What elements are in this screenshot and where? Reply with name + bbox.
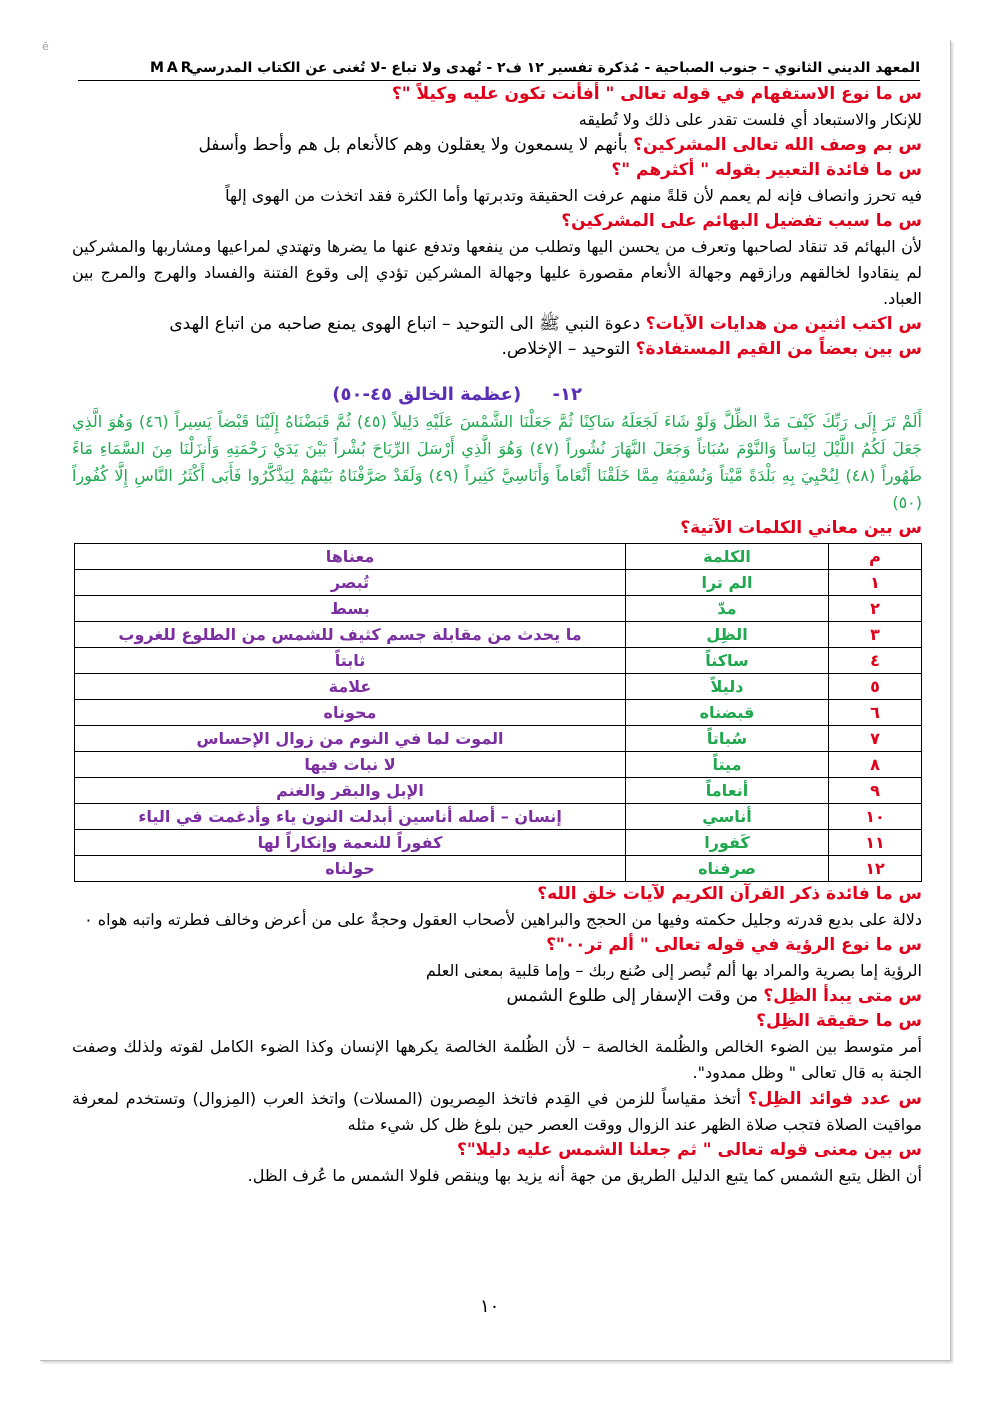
- question: س ما فائدة التعبير بقوله " أكثرهم "؟: [611, 160, 922, 180]
- row-word: الظِل: [626, 622, 829, 648]
- row-meaning: الإبل والبقر والغنم: [75, 778, 626, 804]
- row-num: ١: [829, 570, 922, 596]
- row-word: مدّ: [626, 596, 829, 622]
- row-num: ١٢: [829, 856, 922, 882]
- question: [72, 133, 922, 158]
- row-meaning: علامة: [75, 674, 626, 700]
- vocab-header-row: [75, 544, 922, 570]
- question: س ما فائدة ذكر القرآن الكريم لآيات خلق الله؟: [537, 884, 922, 904]
- row-meaning: الموت لما في النوم من زوال الإحساس: [75, 726, 626, 752]
- row-num: ٦: [829, 700, 922, 726]
- row-meaning: إنسان – أصله أناسين أبدلت النون ياء وأدغمت في الياء: [75, 804, 626, 830]
- vocab-row: [75, 648, 922, 674]
- row-meaning: ما يحدث من مقابلة جسم كثيف للشمس من الطلوع للغروب: [75, 622, 626, 648]
- header-num: م: [829, 544, 922, 570]
- question: س بين معنى قوله تعالى " ثم جعلنا الشمس عليه دليلا"؟: [456, 1140, 922, 1160]
- vocab-question: س بين معاني الكلمات الآتية؟: [680, 518, 922, 538]
- answer: لأن البهائم قد تنقاد لصاحبها وتعرف من يحسن اليها وتطلب من ينفعها وتدفع عنها ما يضرها وتهتدي لمراعيها ومشاربها والمشركين لم ينقادوا لخالقهم ورازقهم وجهالة الأنعام مقصورة عليها وجهالة المشركين تؤدي إلى وقوع الفتنة والفساد والهرج والمرج بين العباد.: [72, 237, 922, 308]
- page-number: ١٠: [480, 1296, 500, 1317]
- question-text: س متى يبدأ الظِل؟: [763, 986, 922, 1006]
- vocab-table: [74, 543, 922, 882]
- inline-answer: أتخذ مقياساً للزمن في القِدم فاتخذ المِصريون (المسلات) واتخذ العرب (المِزوال) وتستخدم لمعرفة مواقيت الصلاة فتجب صلاة الظهر عند الزوال ووقت العصر حين بلوغ ظل كل شيء مثله: [72, 1089, 922, 1134]
- row-meaning: لا نبات فيها: [75, 752, 626, 778]
- row-word: أنعاماً: [626, 778, 829, 804]
- page-content: [72, 82, 922, 1189]
- header-meaning: معناها: [75, 544, 626, 570]
- vocab-row: [75, 778, 922, 804]
- row-meaning: محوناه: [75, 700, 626, 726]
- row-num: ٢: [829, 596, 922, 622]
- row-meaning: تُبصر: [75, 570, 626, 596]
- row-meaning: ثابتاً: [75, 648, 626, 674]
- quran-verses: أَلَمْ تَرَ إِلَى رَبِّكَ كَيْفَ مَدَّ الظِّلَّ وَلَوْ شَاءَ لَجَعَلَهُ سَاكِنًا ثُمَّ جَعَلْنَا الشَّمْسَ عَلَيْهِ دَلِيلاً (٤٥) ثُمَّ قَبَضْنَاهُ إِلَيْنَا قَبْضاً يَسِيراً (٤٦) وَهُوَ الَّذِي جَعَلَ لَكُمُ اللَّيْلَ لِبَاساً وَالنَّوْمَ سُبَاتاً وَجَعَلَ النَّهَارَ نُشُوراً (٤٧) وَهُوَ الَّذِي أَرْسَلَ الرِّيَاحَ بُشْراً بَيْنَ يَدَيْ رَحْمَتِهِ وَأَنزَلْنَا مِنَ السَّمَاءِ مَاءً طَهُوراً (٤٨) لِنُحْيِيَ بِهِ بَلْدَةً مَّيْتاً وَنُسْقِيَهُ مِمَّا خَلَقْنَا أَنْعَاماً وَأَنَاسِيَّ كَثِيراً (٤٩) وَلَقَدْ صَرَّفْنَاهُ بَيْنَهُمْ لِيَذَّكَّرُوا فَأَبَى أَكْثَرُ النَّاسِ إِلَّا كُفُوراً (٥٠): [72, 412, 923, 512]
- vocab-row: [75, 596, 922, 622]
- answer: دلالة على بديع قدرته وجليل حكمته وفيها من الحجج والبراهين لأصحاب العقول وحجةٌ على من أعرض وخالف فطرته واتبه هواه ٠: [84, 910, 922, 929]
- answer: أن الظل يتبع الشمس كما يتبع الدليل الطريق من جهة أنه يزيد بها وينقص فلولا الشمس ما عُرف الظل.: [247, 1166, 922, 1185]
- question: [72, 984, 922, 1009]
- question: [72, 312, 922, 337]
- question: [72, 1086, 922, 1138]
- row-word: ميتاً: [626, 752, 829, 778]
- answer: أمر متوسط بين الضوء الخالص والظُلمة الخالصة – لأن الظُلمة الخالصة يكرهها الإنسان وكذا الضوء الكامل لقوته ولذلك وصفت الجنة به قال تعالى " وظل ممدود".: [72, 1037, 922, 1082]
- vocab-row: [75, 752, 922, 778]
- row-word: الم ترا: [626, 570, 829, 596]
- header-title: المعهد الديني الثانوي – جنوب الصباحية - مُذكرة تفسير ١٢ ف٢ - تُهدى ولا تباع -لا تُغنى عن الكتاب المدرسي: [188, 60, 920, 76]
- question-text: س اكتب اثنين من هدايات الآيات؟: [645, 314, 922, 334]
- vocab-row: [75, 804, 922, 830]
- answer: فيه تحرز وانصاف فإنه لم يعمم لأن قلةً منهم عرفت الحقيقة وتدبرتها وأما الكثرة فقد اتخذت من الهوى إلهاً: [225, 186, 922, 205]
- answer: للإنكار والاستبعاد أي فلست تقدر على ذلك ولا تُطيقه: [578, 110, 922, 129]
- vocab-row: [75, 674, 922, 700]
- row-meaning: بسط: [75, 596, 626, 622]
- section-number: ١٢-: [552, 384, 582, 405]
- question: س ما نوع الاستفهام في قوله تعالى " أفأنت تكون عليه وكيلاً "؟: [391, 84, 922, 104]
- vocab-row: [75, 570, 922, 596]
- answer: الرؤية إما بصرية والمراد بها ألم تُبصر إلى صُنع ربك – وإما قلبية بمعنى العلم: [425, 961, 922, 980]
- question-text: س عدد فوائد الظِل؟: [747, 1089, 922, 1109]
- corner-mark: ĕ: [42, 40, 49, 53]
- row-num: ١٠: [829, 804, 922, 830]
- inline-answer: من وقت الإسفار إلى طلوع الشمس: [506, 986, 764, 1006]
- row-word: كَفورا: [626, 830, 829, 856]
- section-title: (عظمة الخالق ٤٥-٥٠): [332, 384, 522, 405]
- row-word: أناسي: [626, 804, 829, 830]
- row-word: صرفناه: [626, 856, 829, 882]
- row-num: ٥: [829, 674, 922, 700]
- row-word: ساكناً: [626, 648, 829, 674]
- header-mark: MAR: [150, 60, 195, 76]
- question: [72, 337, 922, 362]
- inline-answer: التوحيد – الإخلاص.: [501, 339, 636, 359]
- vocab-row: [75, 856, 922, 882]
- row-num: ٨: [829, 752, 922, 778]
- row-meaning: حولناه: [75, 856, 626, 882]
- vocab-row: [75, 622, 922, 648]
- question: س ما نوع الرؤية في قوله تعالى " ألم تر٠٠"؟: [546, 935, 922, 955]
- row-num: ٣: [829, 622, 922, 648]
- row-word: سُباتاً: [626, 726, 829, 752]
- question: س ما حقيقة الظِل؟: [756, 1011, 922, 1031]
- inline-answer: دعوة النبي ﷺ الى التوحيد – اتباع الهوى يمنع صاحبه من اتباع الهدى: [169, 314, 646, 334]
- row-word: قبضناه: [626, 700, 829, 726]
- row-meaning: كفوراً للنعمة وإنكاراً لها: [75, 830, 626, 856]
- question-text: س بين بعضاً من القيم المستفادة؟: [635, 339, 922, 359]
- row-num: ٤: [829, 648, 922, 674]
- row-word: دليلاً: [626, 674, 829, 700]
- section-heading: [72, 382, 922, 408]
- row-num: ١١: [829, 830, 922, 856]
- question: س ما سبب تفضيل البهائم على المشركين؟: [561, 211, 922, 231]
- row-num: ٧: [829, 726, 922, 752]
- vocab-row: [75, 830, 922, 856]
- vocab-row: [75, 700, 922, 726]
- header-word: الكلمة: [626, 544, 829, 570]
- question-text: س بم وصف الله تعالى المشركين؟: [633, 135, 922, 155]
- vocab-row: [75, 726, 922, 752]
- inline-answer: بأنهم لا يسمعون ولا يعقلون وهم كالأنعام بل هم وأحط وأسفل: [198, 135, 634, 155]
- page-header: [78, 60, 920, 81]
- row-num: ٩: [829, 778, 922, 804]
